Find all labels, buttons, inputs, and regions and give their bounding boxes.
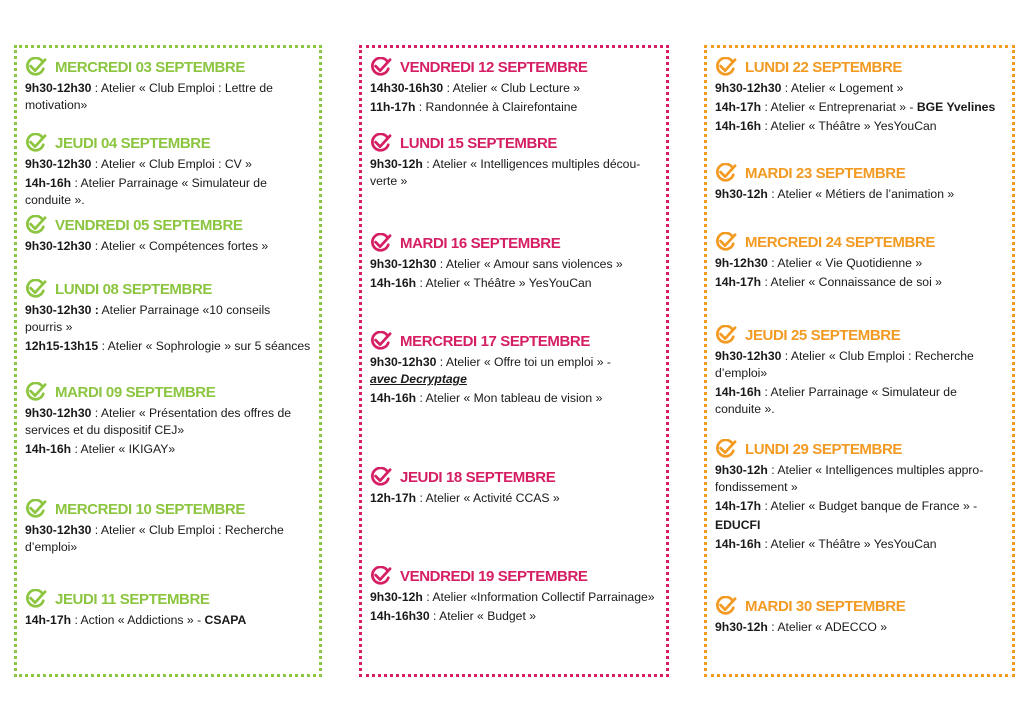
entry-time: 9h30-12h	[715, 620, 768, 634]
check-badge-icon	[25, 499, 47, 519]
check-badge-icon	[715, 325, 737, 345]
entry-time: 12h15-13h15	[25, 339, 99, 353]
schedule-entry	[715, 536, 1006, 553]
entry-time: 14h-17h	[715, 499, 762, 513]
day-heading	[25, 381, 313, 403]
schedule-entry	[370, 156, 660, 190]
day-heading	[25, 214, 313, 236]
day-heading	[715, 438, 1006, 460]
schedule-entry	[715, 462, 1006, 496]
day-block	[17, 381, 319, 458]
check-badge-icon	[370, 467, 392, 487]
entry-description: : Atelier « Club Emploi : Recherche	[91, 523, 284, 537]
day-title: MERCREDI 10 SEPTEMBRE	[55, 500, 245, 518]
check-badge-icon	[25, 589, 47, 609]
entry-description: : Atelier « Intelligences multiples appro-	[767, 463, 984, 477]
day-block	[707, 438, 1012, 553]
day-block	[362, 330, 666, 407]
day-title: VENDREDI 19 SEPTEMBRE	[400, 567, 588, 585]
check-badge-icon	[715, 163, 737, 183]
day-title: LUNDI 29 SEPTEMBRE	[745, 440, 902, 458]
day-block	[17, 132, 319, 209]
check-badge-icon	[715, 596, 737, 616]
day-title: JEUDI 11 SEPTEMBRE	[55, 590, 210, 608]
day-heading	[370, 330, 660, 352]
schedule-entry	[370, 80, 660, 97]
schedule-entry	[25, 156, 313, 173]
entry-description: : Atelier « Vie Quotidienne »	[767, 256, 923, 270]
entry-description: : Atelier « Théâtre » YesYouCan	[416, 276, 592, 290]
day-heading	[715, 324, 1006, 346]
day-block	[362, 56, 666, 116]
day-heading	[25, 588, 313, 610]
schedule-entry	[370, 256, 660, 273]
schedule-entry	[25, 522, 313, 556]
entry-time: 14h-17h	[25, 613, 72, 627]
entry-description: : Action « Addictions » -	[71, 613, 205, 627]
check-badge-icon	[25, 382, 47, 402]
schedule-entry	[370, 608, 660, 625]
day-block	[362, 132, 666, 190]
entry-description: : Atelier « Activité CCAS »	[416, 491, 560, 505]
schedule-entry	[25, 238, 313, 255]
entry-time: 14h-16h	[715, 385, 762, 399]
entry-description: : Atelier « IKIGAY»	[71, 442, 176, 456]
day-block	[17, 588, 319, 629]
schedule-entry	[715, 517, 1006, 534]
entry-time: 14h30-16h30	[370, 81, 444, 95]
entry-continuation: d’emploi»	[25, 540, 78, 554]
entry-description: : Atelier « Présentation des offres de	[91, 406, 292, 420]
day-heading	[715, 162, 1006, 184]
entry-description: : Atelier « Mon tableau de vision »	[416, 391, 603, 405]
column-mid-september	[359, 45, 669, 677]
schedule-entry	[370, 99, 660, 116]
schedule-entry	[715, 186, 1006, 203]
entry-time: 9h30-12h	[370, 157, 423, 171]
entry-continuation: motivation»	[25, 98, 88, 112]
entry-time: 14h-16h	[715, 537, 762, 551]
entry-description: : Atelier « Club Emploi : Lettre de	[91, 81, 273, 95]
day-heading	[715, 231, 1006, 253]
entry-description: : Atelier « Entreprenariat » -	[761, 100, 917, 114]
check-badge-icon	[25, 133, 47, 153]
schedule-entry	[25, 338, 313, 355]
entry-time: 9h30-12h30	[715, 349, 782, 363]
day-title: MARDI 09 SEPTEMBRE	[55, 383, 216, 401]
check-badge-icon	[715, 232, 737, 252]
day-title: MERCREDI 17 SEPTEMBRE	[400, 332, 590, 350]
entry-continuation: pourris »	[25, 320, 73, 334]
entry-description: : Atelier « Théâtre » YesYouCan	[761, 537, 937, 551]
schedule-entry	[715, 80, 1006, 97]
column-late-september	[704, 45, 1015, 677]
entry-continuation: conduite ».	[25, 193, 85, 207]
check-badge-icon	[370, 566, 392, 586]
entry-description: : Atelier « Offre toi un emploi » -	[436, 355, 611, 369]
entry-continuation: verte »	[370, 174, 408, 188]
entry-description: : Atelier « Intelligences multiples décou-	[422, 157, 641, 171]
schedule-entry	[25, 405, 313, 439]
entry-description: : Atelier « Budget »	[429, 609, 536, 623]
day-heading	[370, 56, 660, 78]
entry-description: : Atelier « Sophrologie » sur 5 séances	[98, 339, 311, 353]
day-heading	[370, 565, 660, 587]
entry-time: 9h30-12h30	[25, 157, 92, 171]
day-title: LUNDI 22 SEPTEMBRE	[745, 58, 902, 76]
column-early-september	[14, 45, 322, 677]
entry-description: : Atelier «Information Collectif Parrainage»	[422, 590, 655, 604]
day-heading	[370, 132, 660, 154]
entry-time: 14h-16h	[370, 391, 417, 405]
schedule-entry	[715, 384, 1006, 418]
day-title: JEUDI 04 SEPTEMBRE	[55, 134, 211, 152]
check-badge-icon	[715, 57, 737, 77]
day-title: MARDI 30 SEPTEMBRE	[745, 597, 906, 615]
entry-time: 9h30-12h30	[25, 406, 92, 420]
entry-time: 14h-17h	[715, 100, 762, 114]
entry-time: 11h-17h	[370, 100, 416, 114]
entry-time: 12h-17h	[370, 491, 417, 505]
entry-continuation: fondissement »	[715, 480, 798, 494]
entry-time: 14h-16h	[370, 276, 417, 290]
entry-description: : Atelier « Métiers de l’animation »	[767, 187, 955, 201]
entry-continuation: conduite ».	[715, 402, 775, 416]
day-heading	[25, 278, 313, 300]
day-block	[707, 162, 1012, 203]
day-title: MARDI 16 SEPTEMBRE	[400, 234, 561, 252]
day-block	[362, 232, 666, 292]
schedule-entry	[715, 255, 1006, 272]
entry-description: : Atelier Parrainage « Simulateur de	[71, 176, 267, 190]
day-block	[707, 56, 1012, 135]
entry-description: : Atelier « Théâtre » YesYouCan	[761, 119, 937, 133]
check-badge-icon	[370, 133, 392, 153]
entry-description: : Atelier « Club Lecture »	[443, 81, 581, 95]
entry-description: : Atelier « Logement »	[781, 81, 904, 95]
entry-time: 9h30-12h	[370, 590, 423, 604]
schedule-entry	[25, 302, 313, 336]
schedule-entry	[370, 589, 660, 606]
day-heading	[25, 498, 313, 520]
schedule-entry	[715, 348, 1006, 382]
entry-time: 14h-16h	[25, 176, 72, 190]
entry-description: : Atelier « Connaissance de soi »	[761, 275, 942, 289]
schedule-entry	[715, 118, 1006, 135]
day-heading	[370, 232, 660, 254]
entry-description: : Atelier « Club Emploi : CV »	[91, 157, 252, 171]
day-title: JEUDI 25 SEPTEMBRE	[745, 326, 901, 344]
entry-description: : Atelier « Amour sans violences »	[436, 257, 623, 271]
day-title: LUNDI 08 SEPTEMBRE	[55, 280, 212, 298]
entry-time: 9h30-12h30	[715, 81, 782, 95]
entry-time: 9h30-12h30	[25, 523, 92, 537]
entry-time: 9h30-12h30	[370, 257, 437, 271]
day-heading	[715, 56, 1006, 78]
schedule-entry	[715, 619, 1006, 636]
entry-time: 9h30-12h30 :	[25, 303, 99, 317]
entry-time: 9h-12h30	[715, 256, 768, 270]
day-block	[17, 498, 319, 556]
entry-time: 9h30-12h	[715, 463, 768, 477]
entry-time: 14h-17h	[715, 275, 762, 289]
schedule-entry	[370, 354, 660, 388]
day-heading	[25, 56, 313, 78]
day-block	[362, 565, 666, 625]
day-block	[362, 466, 666, 507]
entry-time: 9h30-12h30	[25, 81, 92, 95]
check-badge-icon	[715, 439, 737, 459]
schedule-entry	[25, 612, 313, 629]
day-block	[707, 324, 1012, 418]
check-badge-icon	[370, 331, 392, 351]
day-title: MARDI 23 SEPTEMBRE	[745, 164, 906, 182]
schedule-entry	[370, 390, 660, 407]
day-title: MERCREDI 24 SEPTEMBRE	[745, 233, 935, 251]
entry-description: : Atelier « ADECCO »	[767, 620, 888, 634]
day-block	[707, 595, 1012, 636]
day-title: LUNDI 15 SEPTEMBRE	[400, 134, 557, 152]
check-badge-icon	[25, 279, 47, 299]
day-title: JEUDI 18 SEPTEMBRE	[400, 468, 556, 486]
schedule-entry	[715, 99, 1006, 116]
check-badge-icon	[370, 57, 392, 77]
schedule-entry	[370, 490, 660, 507]
day-title: VENDREDI 05 SEPTEMBRE	[55, 216, 243, 234]
day-title: MERCREDI 03 SEPTEMBRE	[55, 58, 245, 76]
day-heading	[715, 595, 1006, 617]
day-block	[707, 231, 1012, 291]
entry-description: Atelier Parrainage «10 conseils	[98, 303, 271, 317]
day-block	[17, 278, 319, 355]
schedule-entry	[715, 274, 1006, 291]
schedule-entry	[25, 80, 313, 114]
entry-time: 14h-16h	[715, 119, 762, 133]
schedule-entry	[715, 498, 1006, 515]
day-block	[17, 56, 319, 114]
entry-continuation: d’emploi»	[715, 366, 768, 380]
day-title: VENDREDI 12 SEPTEMBRE	[400, 58, 588, 76]
schedule-entry	[25, 441, 313, 458]
entry-time: 9h30-12h	[715, 187, 768, 201]
check-badge-icon	[370, 233, 392, 253]
entry-description: : Atelier « Compétences fortes »	[91, 239, 269, 253]
schedule-entry	[25, 175, 313, 209]
schedule-entry	[370, 275, 660, 292]
check-badge-icon	[25, 57, 47, 77]
entry-time: EDUCFI	[715, 518, 761, 532]
entry-continuation: services et du dispositif CEJ»	[25, 423, 185, 437]
entry-description: : Atelier « Club Emploi : Recherche	[781, 349, 974, 363]
entry-continuation: avec Decryptage	[370, 372, 467, 386]
entry-time: 14h-16h	[25, 442, 72, 456]
day-block	[17, 214, 319, 255]
entry-description: : Atelier « Budget banque de France » -	[761, 499, 978, 513]
day-heading	[370, 466, 660, 488]
partner-name: CSAPA	[204, 613, 247, 627]
day-heading	[25, 132, 313, 154]
entry-description: : Randonnée à Clairefontaine	[415, 100, 578, 114]
entry-time: 9h30-12h30	[370, 355, 437, 369]
partner-name: BGE Yvelines	[916, 100, 996, 114]
entry-time: 14h-16h30	[370, 609, 430, 623]
entry-description: : Atelier Parrainage « Simulateur de	[761, 385, 957, 399]
check-badge-icon	[25, 215, 47, 235]
entry-time: 9h30-12h30	[25, 239, 92, 253]
